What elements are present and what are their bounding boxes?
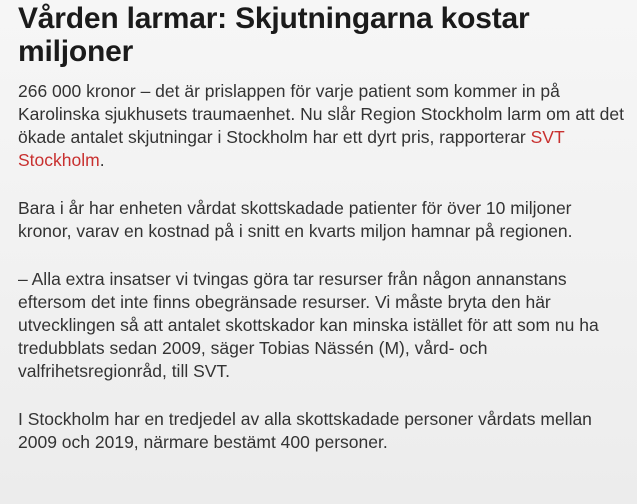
article-paragraph-1 bbox=[18, 80, 625, 172]
article-paragraph-4: I Stockholm har en tredjedel av alla skottskadade personer vårdats mellan 2009 och 2019, närmare bestämt 400 personer. bbox=[18, 409, 592, 452]
article-paragraph-3-quote: – Alla extra insatser vi tvingas göra tar resurser från någon annanstans eftersom det inte finns obegränsade resurser. Vi måste bryta den här utvecklingen så att antalet skottskador kan minska istället för att som nu ha tredubblats sedan 2009, säger Tobias Nässén (M), vård- och valfrihetsregionråd, till SVT. bbox=[18, 269, 599, 381]
paragraph-1-text-before-link: 266 000 kronor – det är prislappen för varje patient som kommer in på Karolinska sjukhusets traumaenhet. Nu slår Region Stockholm larm om att det ökade antalet skjutningar i Stockholm har ett dyrt pris, rapporterar bbox=[18, 81, 624, 147]
article-paragraph-2: Bara i år har enheten vårdat skottskadade patienter för över 10 miljoner kronor, varav en kostnad på i snitt en kvarts miljon hamnar på regionen. bbox=[18, 198, 573, 241]
article-body bbox=[18, 80, 625, 454]
article-headline: Vården larmar: Skjutningarna kostar miljoner bbox=[18, 2, 530, 68]
paragraph-1-text-after-link: . bbox=[99, 150, 105, 170]
svt-stockholm-link[interactable]: SVT Stockholm bbox=[18, 127, 565, 170]
